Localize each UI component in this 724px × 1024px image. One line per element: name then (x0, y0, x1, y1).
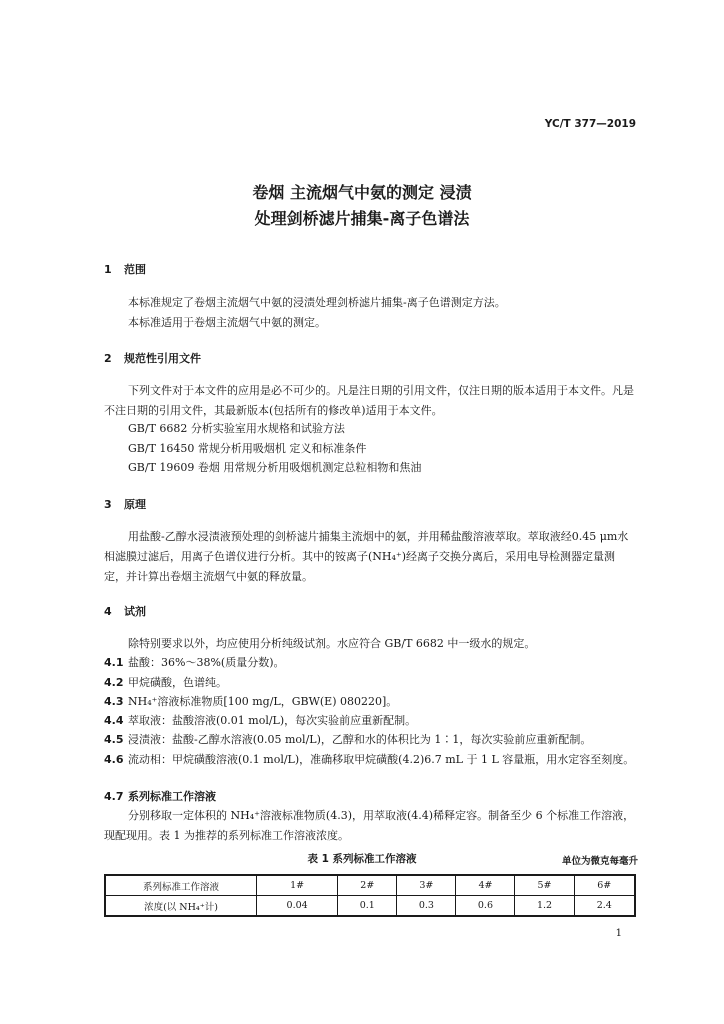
reference-gbt-19609: GB/T 19609 卷烟 用常规分析用吸烟机测定总粒相物和焦油 (128, 461, 422, 474)
row-label: 浓度(以 NH₄⁺计) (105, 896, 257, 917)
table-cell: 0.04 (257, 896, 338, 917)
table-cell: 2.4 (574, 896, 635, 917)
table-cell: 6# (574, 875, 635, 896)
standard-solutions-table (104, 874, 636, 917)
item-text: 浸渍液：盐酸-乙醇水溶液(0.05 mol/L)，乙醇和水的体积比为 1∶1，每次实验前应重新配制。 (128, 733, 592, 746)
section-1-heading (104, 261, 146, 277)
table-cell: 1# (257, 875, 338, 896)
section-title: 规范性引用文件 (124, 352, 201, 365)
reagent-item (104, 711, 416, 731)
reagent-item (104, 673, 227, 693)
item-number: 4.2 (104, 676, 124, 689)
section-title: 原理 (124, 498, 146, 511)
table-cell: 1.2 (515, 896, 574, 917)
principle-paragraph: 用盐酸-乙醇水浸渍液预处理的剑桥滤片捕集主流烟中的氨，并用稀盐酸溶液萃取。萃取液经0.45 μm水相滤膜过滤后，用离子色谱仪进行分析。其中的铵离子(NH₄⁺)经离子交换分离后，采用电导检测器定量测定，并计算出卷烟主流烟气中氨的释放量。 (104, 530, 629, 583)
table-cell: 2# (338, 875, 397, 896)
section-3-heading (104, 496, 146, 512)
reagents-intro: 除特别要求以外，均应使用分析纯级试剂。水应符合 GB/T 6682 中一级水的规定。 (128, 637, 536, 650)
reagent-item (104, 692, 397, 712)
reagent-item (104, 730, 591, 750)
section-title: 范围 (124, 263, 146, 276)
table-row (105, 896, 635, 917)
reference-gbt-16450: GB/T 16450 常规分析用吸烟机 定义和标准条件 (128, 442, 367, 455)
section-number: 4 (104, 605, 112, 618)
title-line-1: 卷烟 主流烟气中氨的测定 浸渍 (252, 183, 472, 202)
item-number: 4.4 (104, 714, 124, 727)
page-number: 1 (615, 928, 622, 939)
item-number: 4.7 (104, 790, 124, 803)
table-caption: 表 1 系列标准工作溶液 (307, 853, 417, 865)
table-row (105, 875, 635, 896)
item-number: 4.3 (104, 695, 124, 708)
item-number: 4.1 (104, 656, 124, 669)
scope-paragraph-1: 本标准规定了卷烟主流烟气中氨的浸渍处理剑桥滤片捕集-离子色谱测定方法。 (128, 296, 506, 309)
references-intro: 下列文件对于本文件的应用是必不可少的。凡是注日期的引用文件，仅注日期的版本适用于本文件。凡是不注日期的引用文件，其最新版本(包括所有的修改单)适用于本文件。 (104, 384, 634, 417)
item-number: 4.5 (104, 733, 124, 746)
row-label: 系列标准工作溶液 (105, 875, 257, 896)
item-text: NH₄⁺溶液标准物质[100 mg/L，GBW(E) 080220]。 (128, 695, 398, 708)
section-number: 3 (104, 498, 112, 511)
table-cell: 4# (456, 875, 515, 896)
table-cell: 0.6 (456, 896, 515, 917)
reference-gbt-6682: GB/T 6682 分析实验室用水规格和试验方法 (128, 422, 345, 435)
table-unit: 单位为微克每毫升 (561, 856, 638, 867)
section-4-heading (104, 603, 146, 619)
reagent-item (104, 750, 636, 770)
title-line-2: 处理剑桥滤片捕集-离子色谱法 (254, 209, 470, 228)
document-number: YC/T 377—2019 (544, 118, 636, 130)
standard-solution-paragraph: 分别移取一定体积的 NH₄⁺溶液标准物质(4.3)，用萃取液(4.4)稀释定容。制备至少 6 个标准工作溶液，现配现用。表 1 为推荐的系列标准工作溶液浓度。 (104, 809, 635, 842)
section-number: 2 (104, 352, 112, 365)
section-number: 1 (104, 263, 112, 276)
reagent-item (104, 653, 284, 673)
scope-paragraph-2: 本标准适用于卷烟主流烟气中氨的测定。 (128, 316, 326, 329)
table-cell: 0.1 (338, 896, 397, 917)
table-cell: 3# (397, 875, 456, 896)
item-text: 萃取液：盐酸溶液(0.01 mol/L)，每次实验前应重新配制。 (128, 714, 417, 727)
item-text: 盐酸：36%～38%(质量分数)。 (128, 656, 285, 669)
item-text: 流动相：甲烷磺酸溶液(0.1 mol/L)，准确移取甲烷磺酸(4.2)6.7 mL 于 1 L 容量瓶，用水定容至刻度。 (128, 753, 635, 766)
item-text: 系列标准工作溶液 (128, 790, 216, 803)
reagent-item (104, 787, 216, 807)
table-cell: 5# (515, 875, 574, 896)
section-2-heading (104, 350, 201, 366)
table-cell: 0.3 (397, 896, 456, 917)
section-title: 试剂 (124, 605, 146, 618)
item-number: 4.6 (104, 753, 124, 766)
item-text: 甲烷磺酸，色谱纯。 (128, 676, 227, 689)
